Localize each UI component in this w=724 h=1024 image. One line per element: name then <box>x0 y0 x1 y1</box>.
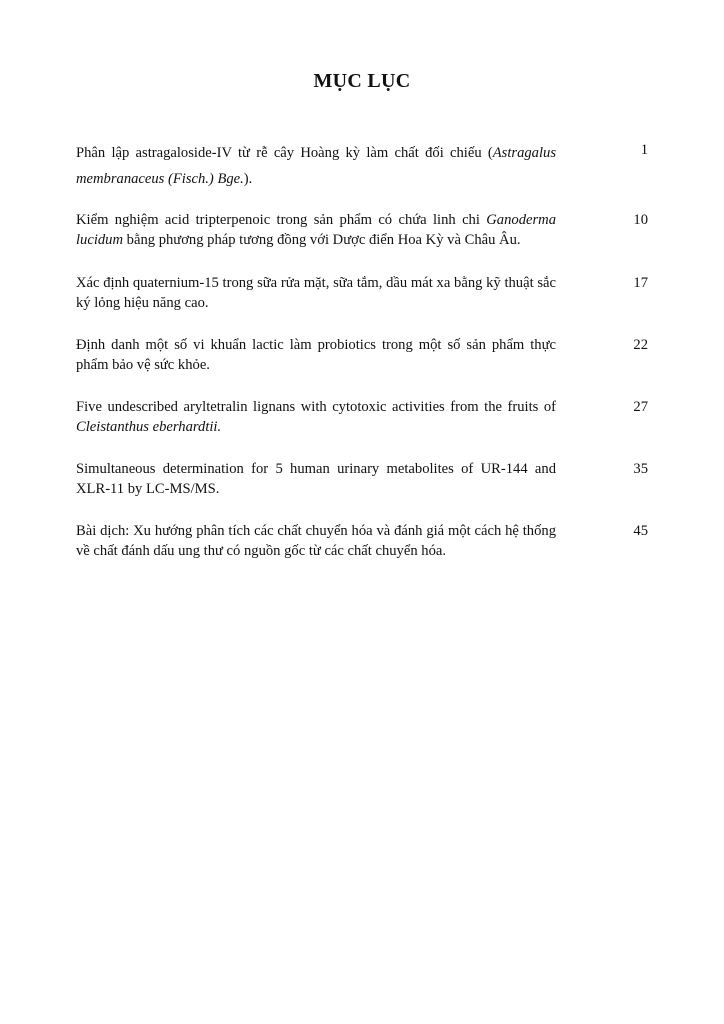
toc-entry-5[interactable] <box>76 397 648 437</box>
toc-entry-page-number: 17 <box>633 275 648 291</box>
toc-entry-title: Định danh một số vi khuẩn lactic làm probiotics trong một số sản phẩm thực phẩm bảo vệ sức khỏe. <box>76 337 556 373</box>
toc-entry-page-number: 27 <box>633 399 648 415</box>
toc-entry-title: Bài dịch: Xu hướng phân tích các chất chuyển hóa và đánh giá một cách hệ thống về chất đánh dấu ung thư có nguồn gốc từ các chất chuyển hóa. <box>76 523 556 559</box>
toc-entry-6[interactable] <box>76 459 648 499</box>
toc-entry-1[interactable] <box>76 140 648 192</box>
toc-entry-title: Kiểm nghiệm acid tripterpenoic trong sản phẩm có chứa linh chi Ganoderma lucidum bằng phương pháp tương đồng với Dược điển Hoa Kỳ và Châu Âu. <box>76 212 556 248</box>
toc-entry-page-number: 22 <box>633 337 648 353</box>
toc-entry-title: Five undescribed aryltetralin lignans with cytotoxic activities from the fruits of Cleistanthus eberhardtii. <box>76 399 556 435</box>
toc-entry-4[interactable] <box>76 335 648 375</box>
toc-entry-page-number: 45 <box>633 523 648 539</box>
toc-entry-2[interactable] <box>76 210 648 250</box>
toc-entry-title: Phân lập astragaloside-IV từ rễ cây Hoàng kỳ làm chất đối chiếu (Astragalus membranaceus (Fisch.) Bge.). <box>76 145 556 187</box>
toc-entry-page-number: 35 <box>633 461 648 477</box>
toc-entry-7[interactable] <box>76 521 648 561</box>
toc-entry-page-number: 1 <box>640 142 648 158</box>
toc-entry-title: Xác định quaternium-15 trong sữa rửa mặt, sữa tắm, dầu mát xa bằng kỹ thuật sắc ký lỏng hiệu năng cao. <box>76 275 556 311</box>
toc-entry-page-number: 10 <box>633 212 648 228</box>
page-title: MỤC LỤC <box>313 70 411 92</box>
toc-entry-title: Simultaneous determination for 5 human urinary metabolites of UR-144 and XLR-11 by LC-MS/MS. <box>76 461 556 497</box>
toc-entry-3[interactable] <box>76 273 648 313</box>
